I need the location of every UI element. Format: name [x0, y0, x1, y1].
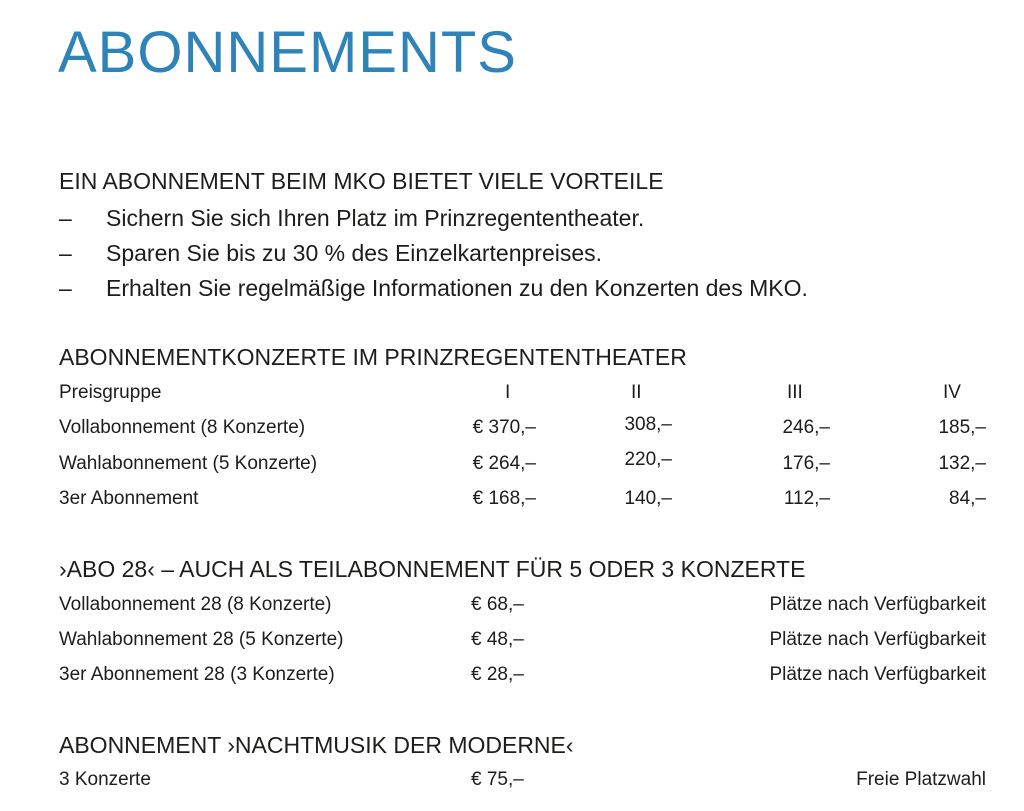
concerts-heading: ABONNEMENTKONZERTE IM PRINZREGENTENTHEATER: [59, 344, 687, 370]
subscription-price: € 75,–: [471, 769, 524, 790]
price-group-1: € 168,–: [472, 488, 536, 509]
price-group-4: 84,–: [949, 488, 986, 509]
benefits-heading: EIN ABONNEMENT BEIM MKO BIETET VIELE VORTEILE: [59, 168, 664, 194]
seating-note: Freie Platzwahl: [856, 769, 986, 790]
subscription-name: Wahlabonnement (5 Konzerte): [59, 453, 318, 474]
price-group-4: 185,–: [938, 417, 986, 438]
subscription-price: € 28,–: [471, 664, 524, 685]
bullet-dash: –: [59, 205, 72, 231]
price-group-2: 220,–: [624, 449, 672, 470]
subscription-price: € 48,–: [471, 629, 524, 650]
price-group-3: 246,–: [782, 417, 830, 438]
subscription-name: 3er Abonnement: [59, 488, 199, 509]
subscription-name: 3 Konzerte: [59, 769, 151, 790]
benefit-text: Sparen Sie bis zu 30 % des Einzelkartenpreises.: [106, 240, 603, 266]
seating-note: Plätze nach Verfügbarkeit: [769, 629, 986, 650]
price-group-4: 132,–: [938, 453, 986, 474]
seating-note: Plätze nach Verfügbarkeit: [769, 664, 986, 685]
column-header-group-4: IV: [943, 382, 961, 403]
benefit-text: Erhalten Sie regelmäßige Informationen zu den Konzerten des MKO.: [106, 275, 808, 301]
abo28-heading: ›ABO 28‹ – AUCH ALS TEILABONNEMENT FÜR 5 ODER 3 KONZERTE: [59, 556, 806, 582]
price-group-1: € 264,–: [472, 453, 536, 474]
subscription-name: Vollabonnement (8 Konzerte): [59, 417, 306, 438]
column-header-group-3: III: [787, 382, 803, 403]
bullet-dash: –: [59, 240, 72, 266]
column-header-group-2: II: [631, 382, 642, 403]
price-group-2: 140,–: [624, 488, 672, 509]
column-header-price-group: Preisgruppe: [59, 382, 162, 403]
subscription-price: € 68,–: [471, 594, 524, 615]
page-title: ABONNEMENTS: [58, 20, 517, 85]
price-group-2: 308,–: [624, 414, 672, 435]
price-group-1: € 370,–: [472, 417, 536, 438]
bullet-dash: –: [59, 275, 72, 301]
subscription-name: 3er Abonnement 28 (3 Konzerte): [59, 664, 335, 685]
benefit-text: Sichern Sie sich Ihren Platz im Prinzregententheater.: [106, 205, 645, 231]
subscription-name: Wahlabonnement 28 (5 Konzerte): [59, 629, 344, 650]
subscription-name: Vollabonnement 28 (8 Konzerte): [59, 594, 332, 615]
nachtmusik-heading: ABONNEMENT ›NACHTMUSIK DER MODERNE‹: [59, 732, 574, 758]
price-group-3: 176,–: [782, 453, 830, 474]
price-group-3: 112,–: [783, 488, 830, 509]
seating-note: Plätze nach Verfügbarkeit: [769, 594, 986, 615]
column-header-group-1: I: [505, 382, 511, 403]
